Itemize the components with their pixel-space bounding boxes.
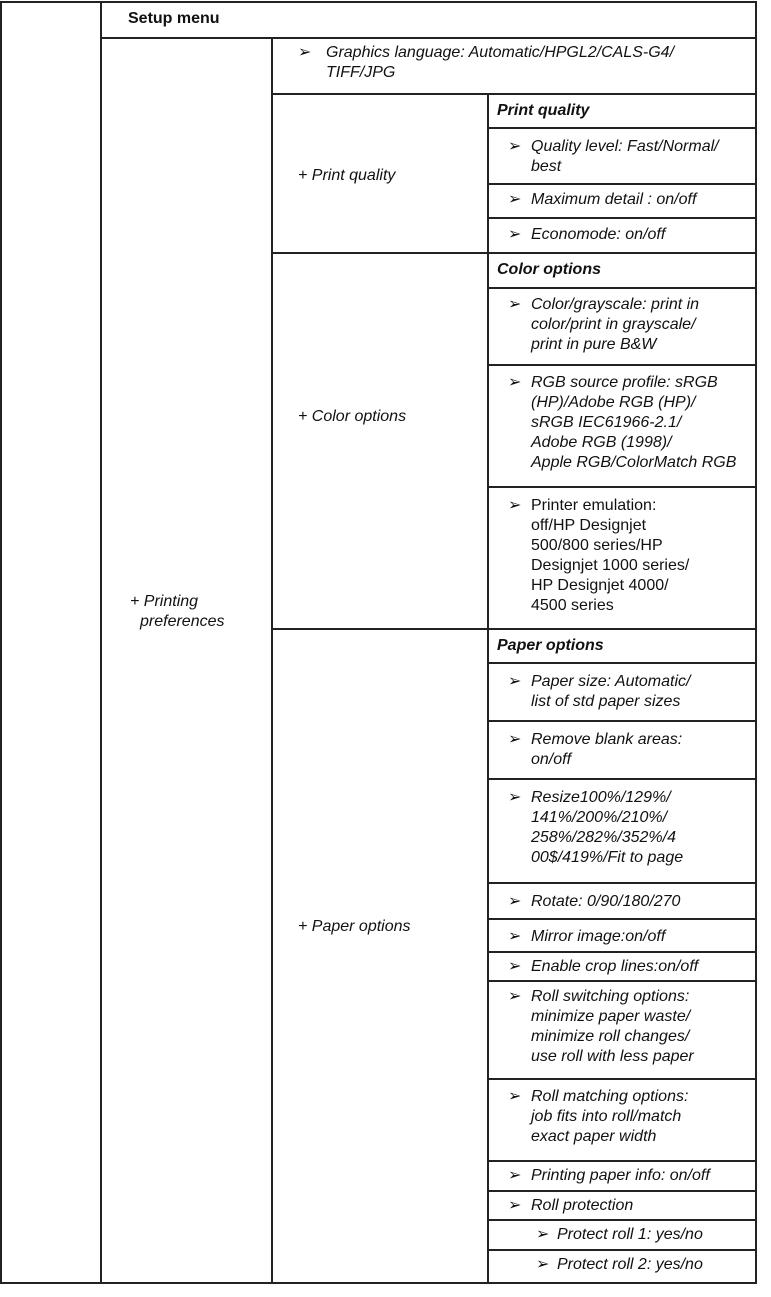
bullet-icon: ➢: [508, 374, 522, 391]
bullet-icon: ➢: [508, 1088, 522, 1105]
bullet-icon: ➢: [508, 893, 522, 910]
bullet-icon: ➢: [508, 296, 522, 313]
list-item: Printer emulation: off/HP Designjet 500/800 series/HP Designjet 1000 series/ HP Designjet 4000/ 4500 series: [531, 497, 690, 614]
table-border-bottom: [0, 1282, 757, 1284]
list-item: Mirror image:on/off: [531, 928, 666, 945]
row-divider-graphics: [271, 93, 757, 95]
bullet-icon: ➢: [298, 44, 312, 61]
bullet-icon: ➢: [508, 497, 522, 514]
printing-preferences-label: [130, 572, 260, 652]
bullet-icon: ➢: [536, 1226, 550, 1243]
list-item: Protect roll 2: yes/no: [557, 1256, 703, 1273]
list-item: Roll matching options: job fits into roll/match exact paper width: [531, 1088, 689, 1145]
list-item: Enable crop lines:on/off: [531, 958, 699, 975]
list-item: Printing paper info: on/off: [531, 1167, 710, 1184]
column-divider-2: [271, 37, 273, 1283]
bullet-icon: ➢: [508, 928, 522, 945]
setup-menu-title: Setup menu: [128, 10, 220, 27]
list-item: Resize100%/129%/ 141%/200%/210%/ 258%/282%/352%/4 00$/419%/Fit to page: [531, 789, 684, 866]
color-options-label: + Color options: [298, 408, 407, 425]
table-border-top: [0, 1, 757, 3]
list-item: Remove blank areas: on/off: [531, 731, 683, 768]
bullet-icon: ➢: [508, 1197, 522, 1214]
column-divider-1: [100, 1, 102, 1283]
header-divider: [100, 37, 757, 39]
printing-preferences-line: preferences: [140, 613, 225, 630]
list-item: Protect roll 1: yes/no: [557, 1226, 703, 1243]
group-divider-color: [271, 252, 757, 254]
bullet-icon: ➢: [508, 789, 522, 806]
list-item: RGB source profile: sRGB (HP)/Adobe RGB (HP)/ sRGB IEC61966-2.1/ Adobe RGB (1998)/ Apple RGB/ColorMatch RGB: [531, 374, 737, 471]
bullet-icon: ➢: [536, 1256, 550, 1273]
print-quality-label: + Print quality: [298, 167, 396, 184]
printing-preferences-line: + Printing: [130, 593, 199, 610]
bullet-icon: ➢: [508, 958, 522, 975]
list-item: Economode: on/off: [531, 226, 666, 243]
color-options-heading: Color options: [497, 261, 601, 278]
list-item: Rotate: 0/90/180/270: [531, 893, 681, 910]
bullet-icon: ➢: [508, 191, 522, 208]
bullet-icon: ➢: [508, 988, 522, 1005]
column-divider-3: [487, 93, 489, 1283]
graphics-language-item: Graphics language: Automatic/HPGL2/CALS-G4/ TIFF/JPG: [326, 44, 675, 81]
table-border-right: [755, 1, 757, 1283]
list-item: Roll switching options: minimize paper waste/ minimize roll changes/ use roll with less paper: [531, 988, 694, 1065]
group-divider-paper: [271, 628, 757, 630]
list-item: Roll protection: [531, 1197, 634, 1214]
table-border-left: [0, 1, 2, 1283]
bullet-icon: ➢: [508, 226, 522, 243]
bullet-icon: ➢: [508, 1167, 522, 1184]
bullet-icon: ➢: [508, 673, 522, 690]
paper-options-heading: Paper options: [497, 637, 604, 654]
list-item: Quality level: Fast/Normal/ best: [531, 138, 719, 175]
print-quality-heading: Print quality: [497, 102, 590, 119]
bullet-icon: ➢: [508, 731, 522, 748]
paper-options-label: + Paper options: [298, 918, 411, 935]
list-item: Color/grayscale: print in color/print in grayscale/ print in pure B&W: [531, 296, 700, 353]
bullet-icon: ➢: [508, 138, 522, 155]
list-item: Paper size: Automatic/ list of std paper sizes: [531, 673, 691, 710]
list-item: Maximum detail : on/off: [531, 191, 697, 208]
